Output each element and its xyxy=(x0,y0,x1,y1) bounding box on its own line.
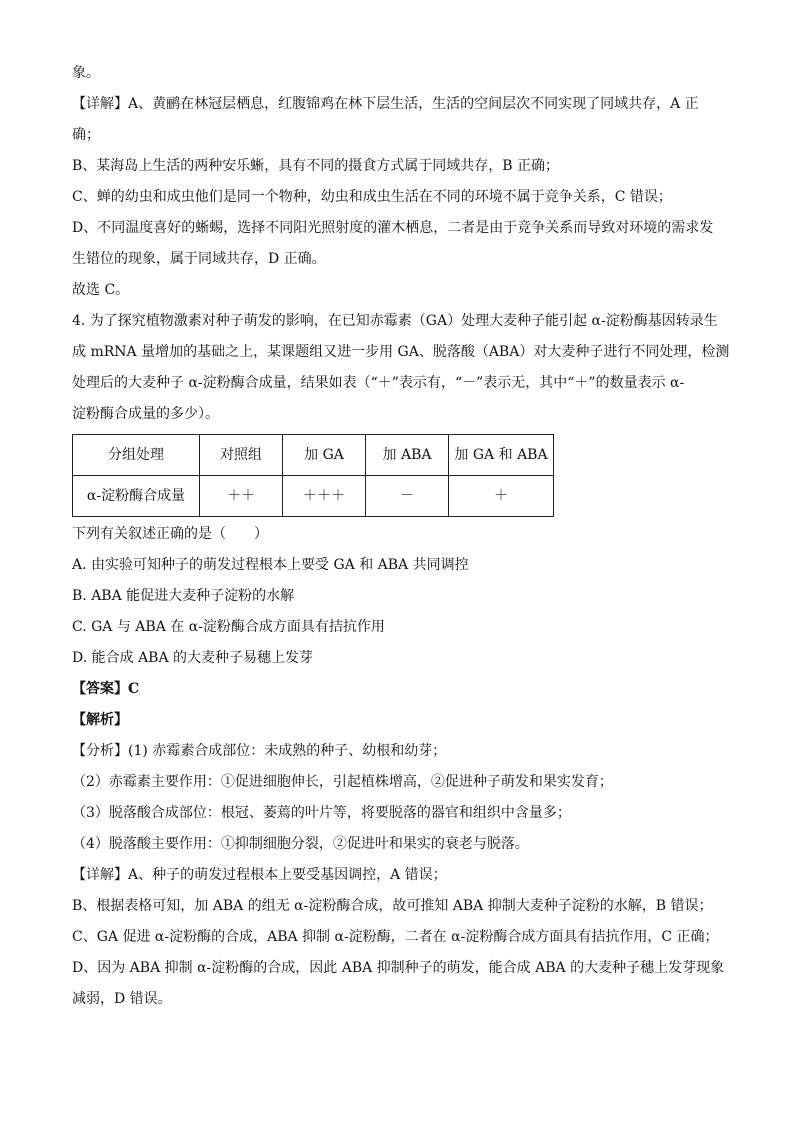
table-header-cell: 加 GA 和 ABA xyxy=(449,435,554,476)
analysis-line: （2）赤霉素主要作用：①促进细胞伸长，引起植株增高，②促进种子萌发和果实发育； xyxy=(72,774,613,790)
table-header-cell: 对照组 xyxy=(200,435,283,476)
option-b: B. ABA 能促进大麦种子淀粉的水解 xyxy=(72,588,295,604)
table-header-row xyxy=(73,435,554,476)
table-cell: α-淀粉酶合成量 xyxy=(73,476,200,517)
detail-line: D、因为 ABA 抑制 α-淀粉酶的合成，因此 ABA 抑制种子的萌发，能合成 ABA 的大麦种子穗上发芽现象 xyxy=(72,960,725,976)
analysis-line: （3）脱落酸合成部位：根冠、萎蔫的叶片等，将要脱落的器官和组织中含量多； xyxy=(72,805,571,821)
option-d: D. 能合成 ABA 的大麦种子易穗上发芽 xyxy=(72,650,314,666)
analysis-heading: 【解析】 xyxy=(72,712,128,728)
text-line: D、不同温度喜好的蜥蜴，选择不同阳光照射度的灌木栖息，二者是由于竞争关系而导致对环境的需求发 xyxy=(72,220,714,236)
table-row xyxy=(73,476,554,517)
question-text: 处理后的大麦种子 α-淀粉酶合成量，结果如表（“＋”表示有，“－”表示无，其中“＋”的数量表示 α- xyxy=(72,375,685,391)
document-page xyxy=(72,58,730,1015)
detail-line: C、GA 促进 α-淀粉酶的合成，ABA 抑制 α-淀粉酶，二者在 α-淀粉酶合成方面具有拮抗作用，C 正确； xyxy=(72,929,719,945)
text-line: 故选 C。 xyxy=(72,282,130,298)
text-line: 确； xyxy=(72,127,100,143)
question-text: 淀粉酶合成量的多少）。 xyxy=(72,406,219,422)
detail-line: 减弱，D 错误。 xyxy=(72,991,172,1007)
table-header-cell: 加 ABA xyxy=(366,435,449,476)
table-cell: ＋ xyxy=(449,476,554,517)
results-table xyxy=(72,434,554,517)
option-a: A. 由实验可知种子的萌发过程根本上要受 GA 和 ABA 共同调控 xyxy=(72,557,469,573)
question-text: 4. 为了探究植物激素对种子萌发的影响，在已知赤霉素（GA）处理大麦种子能引起 α-淀粉酶基因转录生 xyxy=(72,313,718,329)
text-line: 【详解】A、黄鹂在林冠层栖息，红腹锦鸡在林下层生活，生活的空间层次不同实现了同域共存，A 正 xyxy=(72,96,699,112)
detail-line: 【详解】A、种子的萌发过程根本上要受基因调控，A 错误； xyxy=(72,867,447,883)
table-cell: ＋＋ xyxy=(200,476,283,517)
question-prompt: 下列有关叙述正确的是（ ） xyxy=(72,526,268,542)
table-cell: ＋＋＋ xyxy=(283,476,366,517)
question-text: 成 mRNA 量增加的基础之上，某课题组又进一步用 GA、脱落酸（ABA）对大麦种子进行不同处理，检测 xyxy=(72,344,730,360)
table-cell: － xyxy=(366,476,449,517)
analysis-line: 【分析】(1) 赤霉素合成部位：未成熟的种子、幼根和幼芽； xyxy=(72,743,447,759)
analysis-line: （4）脱落酸主要作用：①抑制细胞分裂，②促进叶和果实的衰老与脱落。 xyxy=(72,836,529,852)
text-line: 生错位的现象，属于同域共存，D 正确。 xyxy=(72,251,326,267)
answer-label: 【答案】C xyxy=(72,681,140,697)
detail-line: B、根据表格可知，加 ABA 的组无 α-淀粉酶合成，故可推知 ABA 抑制大麦种子淀粉的水解，B 错误； xyxy=(72,898,713,914)
option-c: C. GA 与 ABA 在 α-淀粉酶合成方面具有拮抗作用 xyxy=(72,619,385,635)
text-line: B、某海岛上生活的两种安乐蜥，具有不同的摄食方式属于同域共存，B 正确； xyxy=(72,158,560,174)
text-line: 象。 xyxy=(72,65,100,81)
table-header-cell: 加 GA xyxy=(283,435,366,476)
text-line: C、蝉的幼虫和成虫他们是同一个物种，幼虫和成虫生活在不同的环境不属于竞争关系，C 错误； xyxy=(72,189,672,205)
table-header-cell: 分组处理 xyxy=(73,435,200,476)
